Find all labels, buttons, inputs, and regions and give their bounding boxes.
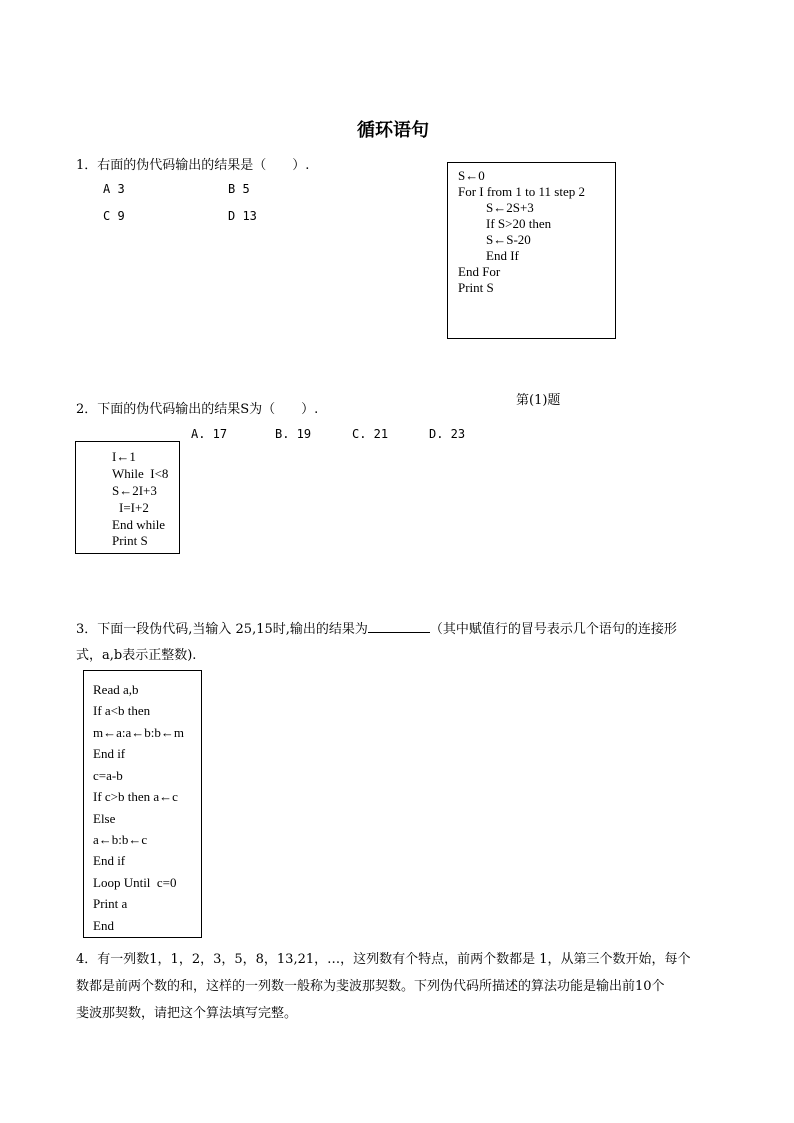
q2-code-line: End while [112, 517, 166, 532]
q3-code-line: m←a:a←b:b←m [93, 725, 184, 740]
q2-code-line: I←1 [112, 449, 136, 464]
q1-code-line: If S>20 then [486, 216, 552, 231]
q1-code-line: Print S [458, 280, 494, 295]
q2-option-c: C. 21 [352, 427, 389, 441]
q3-code-line: If a<b then [93, 703, 151, 718]
q2-code-box [75, 441, 180, 554]
q3-code-line: Else [93, 811, 116, 826]
q1-code-line: S←S-20 [486, 232, 531, 247]
q3-code-line: End if [93, 853, 126, 868]
q1-option-b: B 5 [228, 182, 250, 196]
q1-caption: 第(1)题 [516, 393, 561, 408]
q3-code-line: Read a,b [93, 682, 139, 697]
q2-option-d: D. 23 [429, 427, 466, 441]
q1-stem: 1．右面的伪代码输出的结果是（ ）. [76, 158, 310, 173]
q1-code-line: End For [458, 264, 501, 279]
q1-code-line: S←0 [458, 168, 485, 183]
q1-code-box [447, 162, 616, 339]
q3-code-line: If c>b then a←c [93, 789, 178, 804]
q3-stem-after: （其中赋值行的冒号表示几个语句的连接形 [429, 622, 677, 637]
q3-code-line: c=a-b [93, 768, 123, 783]
q2-code-line: While I<8 [112, 466, 169, 481]
q1-option-d: D 13 [228, 209, 257, 223]
q3-code-line: End [93, 918, 114, 933]
q3-code-line: Print a [93, 896, 128, 911]
q2-option-b: B. 19 [275, 427, 312, 441]
q3-stem-before: 3．下面一段伪代码,当输入 25,15时,输出的结果为 [76, 622, 368, 637]
q1-code-line: For I from 1 to 11 step 2 [458, 184, 585, 199]
q3-code-box [83, 670, 202, 938]
q1-code-line: S←2S+3 [486, 200, 534, 215]
q3-answer-blank[interactable] [368, 620, 430, 633]
q1-option-c: C 9 [103, 209, 125, 223]
q2-code-line: Print S [112, 533, 148, 548]
q3-code-line: a←b:b←c [93, 832, 148, 847]
q4-line2: 数都是前两个数的和，这样的一列数一般称为斐波那契数。下列伪代码所描述的算法功能是输出前10个 [76, 979, 665, 994]
q3-code-line: End if [93, 746, 126, 761]
q2-option-a: A. 17 [191, 427, 228, 441]
q1-option-a: A 3 [103, 182, 125, 196]
q2-stem: 2．下面的伪代码输出的结果S为（ ）. [76, 402, 319, 417]
q3-stem [76, 618, 677, 637]
q3-code-line: Loop Until c=0 [93, 875, 177, 890]
q2-code-line: S←2I+3 [112, 483, 157, 498]
q1-code-line: End If [486, 248, 519, 263]
page-title: 循环语句 [357, 120, 429, 141]
q2-code-line: I=I+2 [119, 500, 149, 515]
q4-line1: 4．有一列数1，1，2，3，5，8，13,21，…，这列数有个特点，前两个数都是 1，从第三个数开始，每个 [76, 952, 691, 967]
q3-stem-line2: 式，a,b表示正整数). [76, 648, 197, 663]
q4-line3: 斐波那契数，请把这个算法填写完整。 [76, 1006, 298, 1021]
